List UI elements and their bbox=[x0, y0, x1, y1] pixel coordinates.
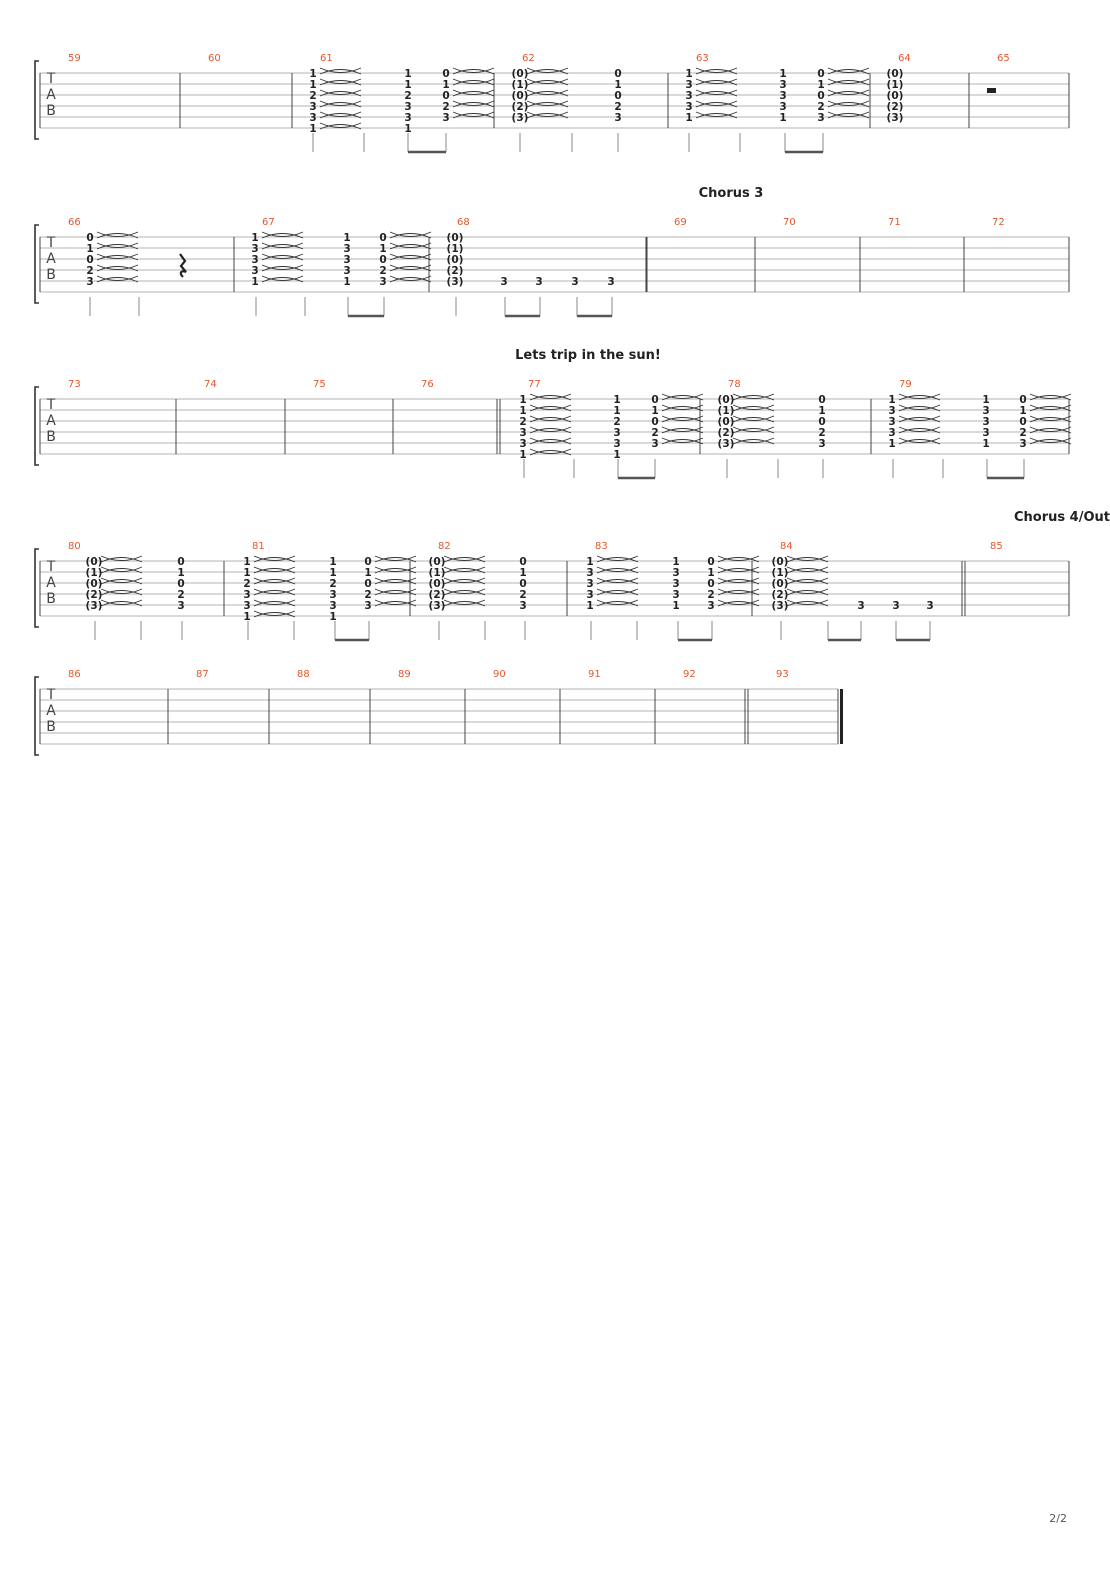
measure-number: 92 bbox=[683, 669, 696, 680]
fret-number: 1 bbox=[251, 232, 259, 244]
fret-number: 0 bbox=[519, 578, 527, 590]
fret-number: 1 bbox=[243, 556, 251, 568]
fret-number: (0) bbox=[428, 578, 446, 590]
quarter-rest bbox=[180, 254, 186, 277]
fret-number: 3 bbox=[779, 90, 787, 102]
tab-clef-letter: B bbox=[46, 719, 56, 735]
fret-number: 1 bbox=[243, 567, 251, 579]
tab-system bbox=[35, 669, 843, 755]
measure-number: 73 bbox=[68, 379, 81, 390]
fret-number: 1 bbox=[251, 276, 259, 288]
fret-number: 1 bbox=[519, 449, 527, 461]
fret-number: 3 bbox=[586, 589, 594, 601]
fret-number: 2 bbox=[614, 101, 622, 113]
fret-number: (3) bbox=[771, 600, 789, 612]
fret-number: 3 bbox=[251, 243, 259, 255]
measure-number: 61 bbox=[320, 53, 333, 64]
fret-number: 3 bbox=[343, 265, 351, 277]
fret-number: 3 bbox=[251, 265, 259, 277]
fret-number: 1 bbox=[613, 394, 621, 406]
measure-number: 60 bbox=[208, 53, 221, 64]
fret-number: 3 bbox=[364, 600, 372, 612]
fret-number: 0 bbox=[1019, 416, 1027, 428]
fret-number: (3) bbox=[511, 112, 529, 124]
fret-number: (2) bbox=[771, 589, 789, 601]
fret-number: 3 bbox=[86, 276, 94, 288]
fret-number: 1 bbox=[343, 232, 351, 244]
measure-number: 75 bbox=[313, 379, 326, 390]
tab-clef-letter: A bbox=[46, 251, 56, 267]
measure-number: 79 bbox=[899, 379, 912, 390]
fret-number: 2 bbox=[651, 427, 659, 439]
fret-number: 2 bbox=[309, 90, 317, 102]
system-bracket bbox=[35, 225, 39, 303]
fret-number: 2 bbox=[364, 589, 372, 601]
fret-number: 1 bbox=[329, 567, 337, 579]
fret-number: 1 bbox=[586, 556, 594, 568]
fret-number: 1 bbox=[1019, 405, 1027, 417]
fret-number: 1 bbox=[329, 556, 337, 568]
fret-number: 1 bbox=[685, 112, 693, 124]
fret-number: (1) bbox=[717, 405, 735, 417]
fret-number: 3 bbox=[519, 427, 527, 439]
fret-number: (0) bbox=[771, 556, 789, 568]
fret-number: 3 bbox=[343, 254, 351, 266]
fret-number: 3 bbox=[926, 600, 934, 612]
fret-number: 3 bbox=[685, 79, 693, 91]
fret-number: (1) bbox=[446, 243, 464, 255]
final-bar-line bbox=[840, 689, 843, 744]
measure-number: 87 bbox=[196, 669, 209, 680]
fret-number: 2 bbox=[177, 589, 185, 601]
measure-number: 68 bbox=[457, 217, 470, 228]
system-bracket bbox=[35, 61, 39, 139]
tab-system bbox=[35, 510, 1110, 640]
fret-number: 2 bbox=[519, 589, 527, 601]
fret-number: 1 bbox=[614, 79, 622, 91]
fret-number: (2) bbox=[717, 427, 735, 439]
fret-number: (0) bbox=[717, 416, 735, 428]
fret-number: 0 bbox=[707, 556, 715, 568]
measure-number: 76 bbox=[421, 379, 434, 390]
tab-clef-letter: B bbox=[46, 267, 56, 283]
fret-number: 1 bbox=[364, 567, 372, 579]
section-label: Chorus 3 bbox=[698, 186, 764, 201]
fret-number: 1 bbox=[519, 567, 527, 579]
tab-clef-letter: T bbox=[46, 687, 56, 703]
fret-number: 3 bbox=[888, 416, 896, 428]
fret-number: 3 bbox=[243, 589, 251, 601]
fret-number: (0) bbox=[771, 578, 789, 590]
fret-number: (1) bbox=[428, 567, 446, 579]
fret-number: (0) bbox=[446, 232, 464, 244]
fret-number: 2 bbox=[1019, 427, 1027, 439]
fret-number: 2 bbox=[519, 416, 527, 428]
fret-number: 0 bbox=[818, 416, 826, 428]
measure-number: 65 bbox=[997, 53, 1010, 64]
fret-number: (1) bbox=[85, 567, 103, 579]
fret-number: 1 bbox=[982, 394, 990, 406]
fret-number: 1 bbox=[779, 68, 787, 80]
measure-number: 70 bbox=[783, 217, 796, 228]
fret-number: 3 bbox=[818, 438, 826, 450]
fret-number: (3) bbox=[85, 600, 103, 612]
fret-number: 2 bbox=[404, 90, 412, 102]
fret-number: 3 bbox=[857, 600, 865, 612]
fret-number: 3 bbox=[571, 276, 579, 288]
fret-number: 1 bbox=[343, 276, 351, 288]
fret-number: 2 bbox=[86, 265, 94, 277]
fret-number: 1 bbox=[685, 68, 693, 80]
fret-number: (0) bbox=[886, 68, 904, 80]
fret-number: 0 bbox=[364, 556, 372, 568]
tab-clef-letter: A bbox=[46, 87, 56, 103]
section-label: Chorus 4/Out bbox=[1014, 510, 1110, 525]
fret-number: 2 bbox=[442, 101, 450, 113]
measure-number: 80 bbox=[68, 541, 81, 552]
fret-number: 1 bbox=[672, 600, 680, 612]
fret-number: (2) bbox=[428, 589, 446, 601]
tab-clef-letter: A bbox=[46, 413, 56, 429]
tab-system bbox=[35, 348, 1071, 478]
fret-number: 2 bbox=[329, 578, 337, 590]
measure-number: 72 bbox=[992, 217, 1005, 228]
measure-number: 91 bbox=[588, 669, 601, 680]
fret-number: 3 bbox=[685, 90, 693, 102]
fret-number: 3 bbox=[309, 112, 317, 124]
fret-number: 1 bbox=[404, 79, 412, 91]
fret-number: 3 bbox=[329, 589, 337, 601]
fret-number: 3 bbox=[607, 276, 615, 288]
whole-rest bbox=[987, 88, 996, 93]
measure-number: 62 bbox=[522, 53, 535, 64]
fret-number: 1 bbox=[613, 449, 621, 461]
tab-clef-letter: T bbox=[46, 559, 56, 575]
fret-number: (0) bbox=[446, 254, 464, 266]
measure-number: 74 bbox=[204, 379, 217, 390]
fret-number: 2 bbox=[818, 427, 826, 439]
fret-number: 1 bbox=[309, 123, 317, 135]
fret-number: 0 bbox=[651, 416, 659, 428]
tab-system bbox=[35, 53, 1069, 152]
fret-number: (0) bbox=[717, 394, 735, 406]
fret-number: 3 bbox=[500, 276, 508, 288]
measure-number: 88 bbox=[297, 669, 310, 680]
fret-number: (2) bbox=[886, 101, 904, 113]
system-bracket bbox=[35, 387, 39, 465]
fret-number: 1 bbox=[404, 68, 412, 80]
fret-number: 3 bbox=[1019, 438, 1027, 450]
measure-number: 67 bbox=[262, 217, 275, 228]
tab-clef-letter: T bbox=[46, 71, 56, 87]
fret-number: 0 bbox=[1019, 394, 1027, 406]
measure-number: 77 bbox=[528, 379, 541, 390]
fret-number: 1 bbox=[519, 394, 527, 406]
fret-number: 1 bbox=[888, 394, 896, 406]
fret-number: 3 bbox=[707, 600, 715, 612]
fret-number: 0 bbox=[379, 232, 387, 244]
fret-number: 3 bbox=[613, 427, 621, 439]
fret-number: 3 bbox=[888, 405, 896, 417]
fret-number: 3 bbox=[519, 438, 527, 450]
measure-number: 83 bbox=[595, 541, 608, 552]
fret-number: (3) bbox=[428, 600, 446, 612]
fret-number: 1 bbox=[177, 567, 185, 579]
fret-number: (0) bbox=[511, 90, 529, 102]
tab-clef-letter: A bbox=[46, 575, 56, 591]
fret-number: 1 bbox=[379, 243, 387, 255]
fret-number: 0 bbox=[364, 578, 372, 590]
fret-number: (3) bbox=[717, 438, 735, 450]
fret-number: 0 bbox=[614, 68, 622, 80]
fret-number: 0 bbox=[818, 394, 826, 406]
system-bracket bbox=[35, 549, 39, 627]
tab-clef-letter: B bbox=[46, 103, 56, 119]
tab-clef-letter: T bbox=[46, 397, 56, 413]
fret-number: 0 bbox=[442, 90, 450, 102]
fret-number: (1) bbox=[771, 567, 789, 579]
fret-number: 3 bbox=[982, 405, 990, 417]
tab-clef-letter: A bbox=[46, 703, 56, 719]
fret-number: 0 bbox=[177, 578, 185, 590]
fret-number: 3 bbox=[404, 112, 412, 124]
fret-number: 3 bbox=[982, 427, 990, 439]
measure-number: 78 bbox=[728, 379, 741, 390]
fret-number: 0 bbox=[519, 556, 527, 568]
fret-number: 3 bbox=[672, 567, 680, 579]
fret-number: 1 bbox=[243, 611, 251, 623]
fret-number: 3 bbox=[251, 254, 259, 266]
fret-number: 2 bbox=[817, 101, 825, 113]
tab-system bbox=[35, 186, 1069, 316]
page-number: 2/2 bbox=[1049, 1512, 1067, 1525]
fret-number: (1) bbox=[886, 79, 904, 91]
system-bracket bbox=[35, 677, 39, 755]
fret-number: 3 bbox=[442, 112, 450, 124]
measure-number: 86 bbox=[68, 669, 81, 680]
measure-number: 66 bbox=[68, 217, 81, 228]
fret-number: 3 bbox=[888, 427, 896, 439]
fret-number: 3 bbox=[177, 600, 185, 612]
measure-number: 64 bbox=[898, 53, 911, 64]
fret-number: 1 bbox=[86, 243, 94, 255]
fret-number: (2) bbox=[446, 265, 464, 277]
fret-number: 3 bbox=[379, 276, 387, 288]
fret-number: 0 bbox=[86, 232, 94, 244]
fret-number: (0) bbox=[85, 556, 103, 568]
fret-number: 1 bbox=[707, 567, 715, 579]
fret-number: 0 bbox=[817, 90, 825, 102]
fret-number: 2 bbox=[707, 589, 715, 601]
fret-number: 0 bbox=[614, 90, 622, 102]
fret-number: 0 bbox=[177, 556, 185, 568]
fret-number: 3 bbox=[343, 243, 351, 255]
fret-number: 2 bbox=[243, 578, 251, 590]
measure-number: 69 bbox=[674, 217, 687, 228]
fret-number: 3 bbox=[614, 112, 622, 124]
fret-number: 0 bbox=[707, 578, 715, 590]
fret-number: 0 bbox=[86, 254, 94, 266]
fret-number: (0) bbox=[428, 556, 446, 568]
fret-number: 3 bbox=[817, 112, 825, 124]
fret-number: 3 bbox=[982, 416, 990, 428]
fret-number: 1 bbox=[818, 405, 826, 417]
fret-number: 1 bbox=[817, 79, 825, 91]
fret-number: 1 bbox=[519, 405, 527, 417]
fret-number: 3 bbox=[586, 578, 594, 590]
fret-number: (0) bbox=[85, 578, 103, 590]
fret-number: 1 bbox=[672, 556, 680, 568]
fret-number: 3 bbox=[519, 600, 527, 612]
fret-number: 3 bbox=[779, 101, 787, 113]
fret-number: 3 bbox=[243, 600, 251, 612]
fret-number: (3) bbox=[446, 276, 464, 288]
fret-number: 2 bbox=[379, 265, 387, 277]
fret-number: (3) bbox=[886, 112, 904, 124]
measure-number: 81 bbox=[252, 541, 265, 552]
fret-number: (0) bbox=[511, 68, 529, 80]
fret-number: 3 bbox=[613, 438, 621, 450]
measure-number: 59 bbox=[68, 53, 81, 64]
measure-number: 85 bbox=[990, 541, 1003, 552]
fret-number: 3 bbox=[672, 578, 680, 590]
fret-number: 1 bbox=[309, 68, 317, 80]
measure-number: 90 bbox=[493, 669, 506, 680]
fret-number: 1 bbox=[404, 123, 412, 135]
measure-number: 93 bbox=[776, 669, 789, 680]
fret-number: 3 bbox=[892, 600, 900, 612]
fret-number: 3 bbox=[404, 101, 412, 113]
fret-number: 1 bbox=[651, 405, 659, 417]
measure-number: 89 bbox=[398, 669, 411, 680]
fret-number: (2) bbox=[511, 101, 529, 113]
tab-clef-letter: T bbox=[46, 235, 56, 251]
measure-number: 84 bbox=[780, 541, 793, 552]
fret-number: 3 bbox=[535, 276, 543, 288]
measure-number: 71 bbox=[888, 217, 901, 228]
measure-number: 63 bbox=[696, 53, 709, 64]
fret-number: 0 bbox=[442, 68, 450, 80]
fret-number: 1 bbox=[329, 611, 337, 623]
tab-clef-letter: B bbox=[46, 591, 56, 607]
measure-number: 82 bbox=[438, 541, 451, 552]
fret-number: (1) bbox=[511, 79, 529, 91]
fret-number: 1 bbox=[982, 438, 990, 450]
fret-number: (2) bbox=[85, 589, 103, 601]
fret-number: 1 bbox=[586, 600, 594, 612]
fret-number: 3 bbox=[329, 600, 337, 612]
fret-number: 0 bbox=[651, 394, 659, 406]
fret-number: 1 bbox=[442, 79, 450, 91]
fret-number: 3 bbox=[586, 567, 594, 579]
fret-number: 2 bbox=[613, 416, 621, 428]
section-label: Lets trip in the sun! bbox=[515, 348, 661, 363]
fret-number: 1 bbox=[613, 405, 621, 417]
fret-number: (0) bbox=[886, 90, 904, 102]
fret-number: 0 bbox=[817, 68, 825, 80]
fret-number: 3 bbox=[309, 101, 317, 113]
tab-clef-letter: B bbox=[46, 429, 56, 445]
fret-number: 1 bbox=[888, 438, 896, 450]
fret-number: 3 bbox=[672, 589, 680, 601]
fret-number: 3 bbox=[779, 79, 787, 91]
fret-number: 3 bbox=[651, 438, 659, 450]
fret-number: 0 bbox=[379, 254, 387, 266]
fret-number: 1 bbox=[309, 79, 317, 91]
fret-number: 1 bbox=[779, 112, 787, 124]
fret-number: 3 bbox=[685, 101, 693, 113]
